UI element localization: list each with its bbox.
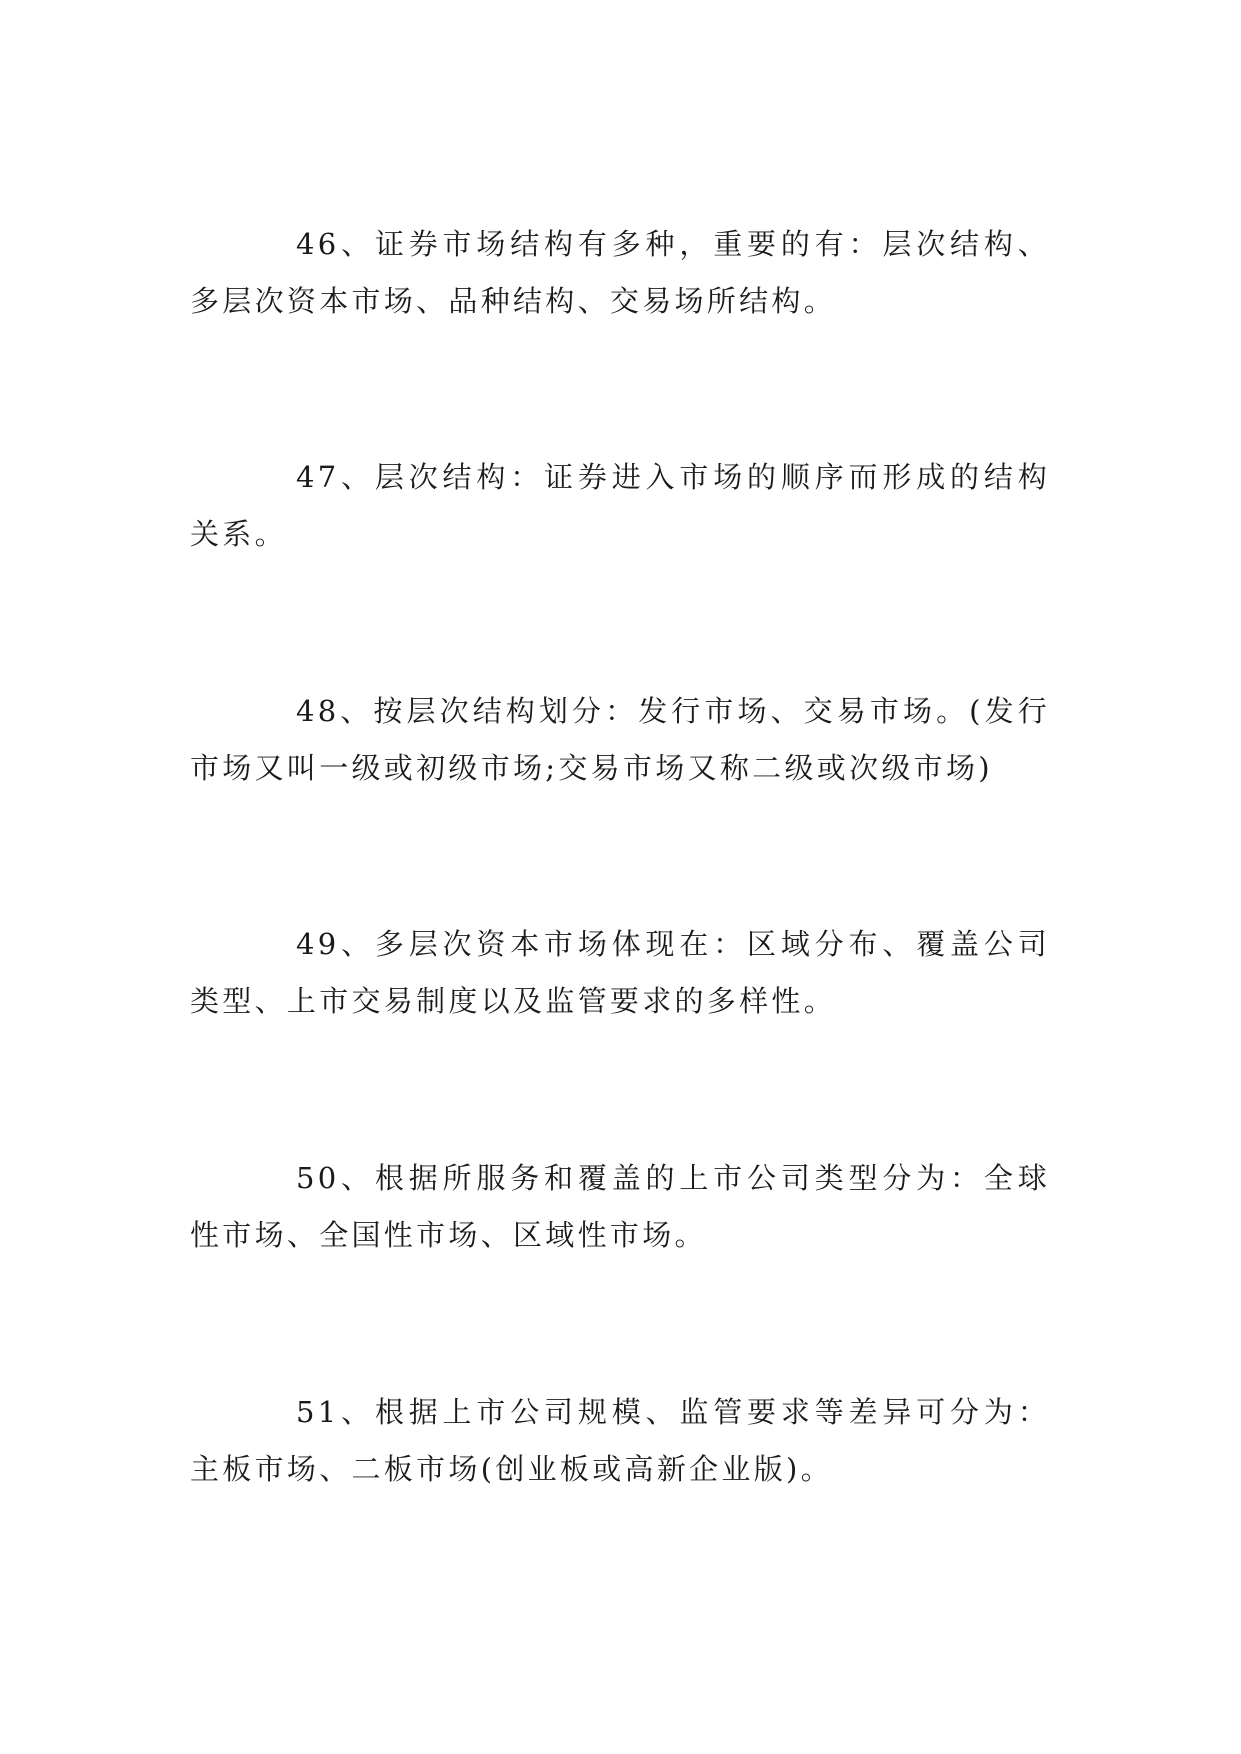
paragraph-50: 50、根据所服务和覆盖的上市公司类型分为：全球性市场、全国性市场、区域性市场。 [190, 1161, 1050, 1252]
paragraph-51: 51、根据上市公司规模、监管要求等差异可分为：主板市场、二板市场(创业板或高新企业版)。 [190, 1395, 1050, 1486]
paragraph-47: 47、层次结构：证券进入市场的顺序而形成的结构关系。 [190, 460, 1050, 551]
paragraph-46: 46、证券市场结构有多种，重要的有：层次结构、多层次资本市场、品种结构、交易场所结构。 [190, 227, 1050, 318]
paragraph-49: 49、多层次资本市场体现在：区域分布、覆盖公司类型、上市交易制度以及监管要求的多样性。 [190, 927, 1050, 1018]
paragraph-48: 48、按层次结构划分：发行市场、交易市场。(发行市场又叫一级或初级市场;交易市场又称二级或次级市场) [190, 694, 1050, 785]
